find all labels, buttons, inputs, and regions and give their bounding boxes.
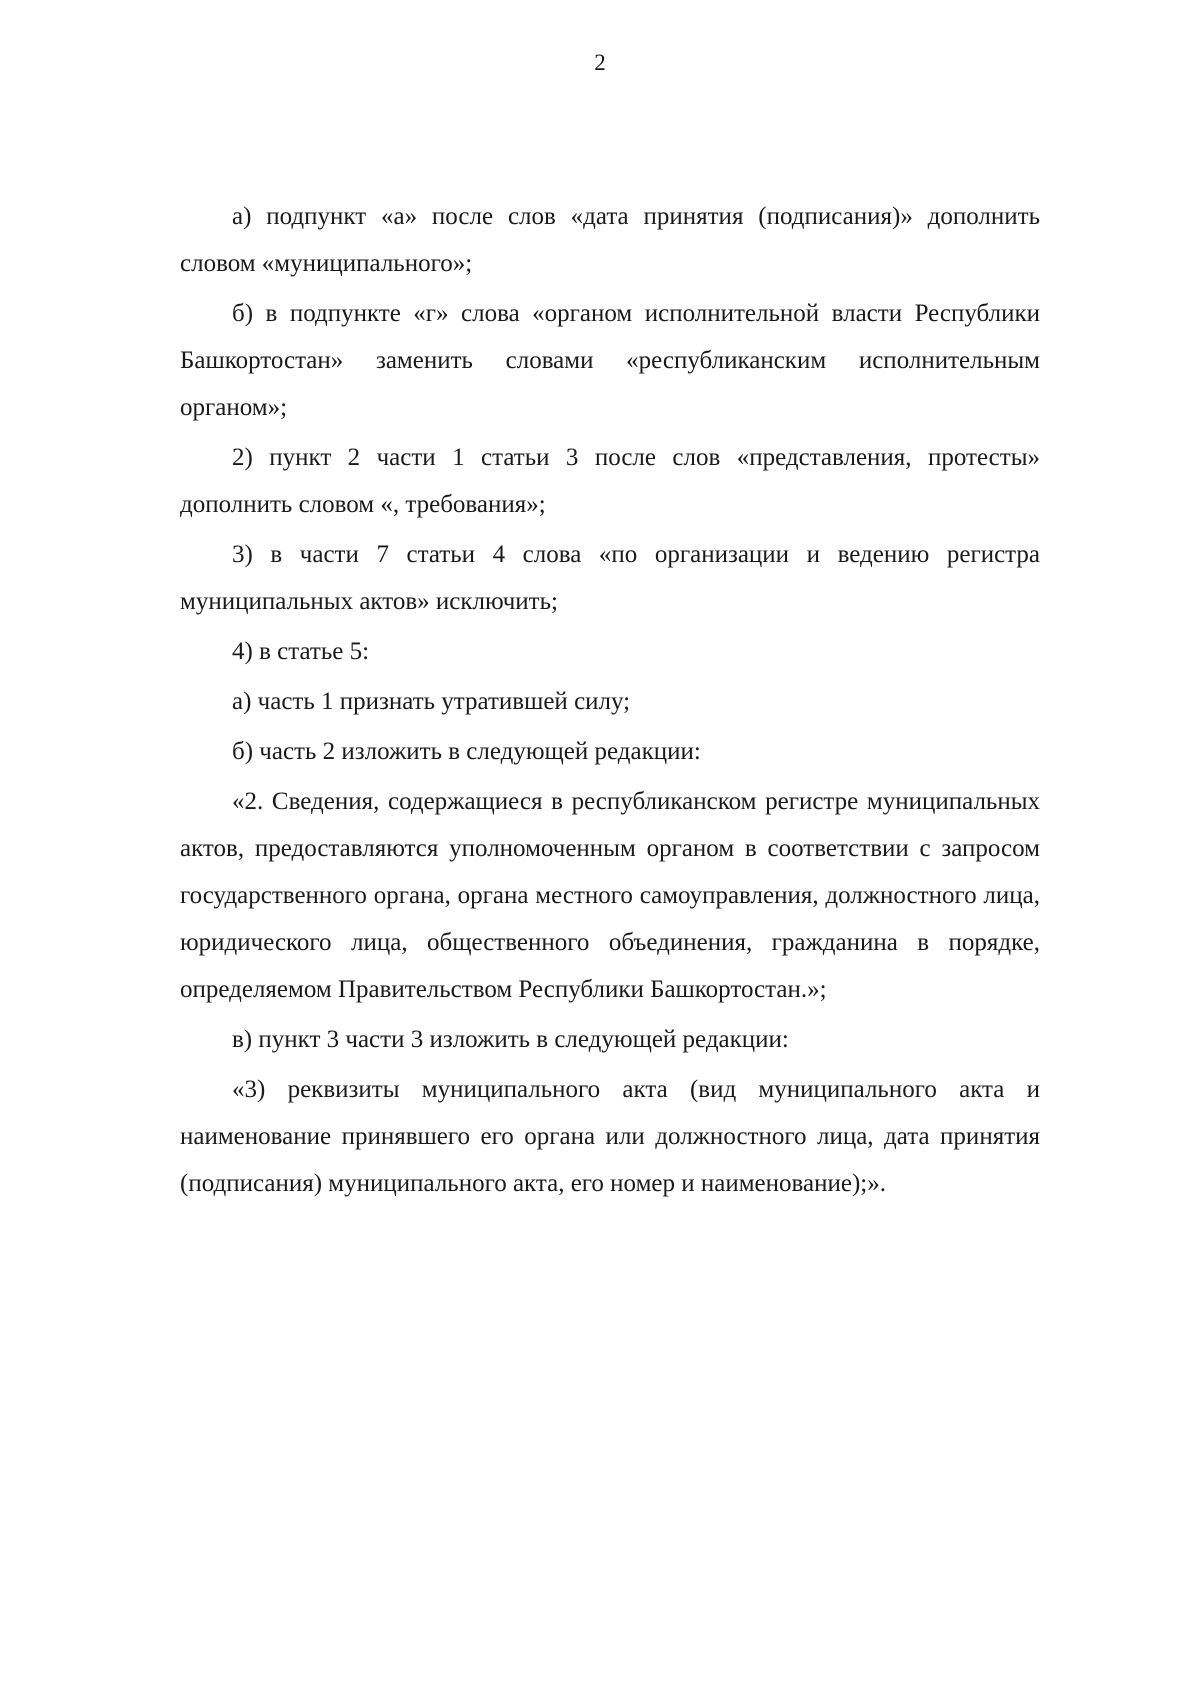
document-body — [180, 193, 1040, 1207]
paragraph-2-article-3: 2) пункт 2 части 1 статьи 3 после слов «представления, протесты» дополнить словом «, требования»; — [180, 444, 1040, 518]
paragraph-a-subpoint-a: а) подпункт «а» после слов «дата принятия (подписания)» дополнить словом «муниципального»; — [180, 203, 1040, 277]
paragraph-3-article-4: 3) в части 7 статьи 4 слова «по организации и ведению регистра муниципальных актов» исключить; — [180, 541, 1040, 615]
quoted-point-3-text: «3) реквизиты муниципального акта (вид муниципального акта и наименование принявшего его органа или должностного лица, дата принятия (подписания) муниципального акта, его номер и наименование);». — [180, 1076, 1040, 1197]
paragraph-a-part-1: а) часть 1 признать утратившей силу; — [232, 688, 631, 715]
page-number: 2 — [594, 50, 606, 75]
quoted-part-2-text: «2. Сведения, содержащиеся в республиканском регистре муниципальных актов, предоставляются уполномоченным органом в соответствии с запросом государственного органа, органа местного самоуправления, должностного лица, юридического лица, общественного объединения, гражданина в порядке, определяемом Правительством Республики Башкортостан.»; — [180, 788, 1040, 1003]
paragraph-b-part-2: б) часть 2 изложить в следующей редакции: — [232, 738, 701, 765]
paragraph-4-article-5: 4) в статье 5: — [232, 638, 370, 665]
paragraph-v-point-3: в) пункт 3 части 3 изложить в следующей редакции: — [232, 1026, 789, 1053]
paragraph-b-subpoint-g: б) в подпункте «г» слова «органом исполнительной власти Республики Башкортостан» заменить словами «республиканским исполнительным органом»; — [180, 300, 1040, 421]
